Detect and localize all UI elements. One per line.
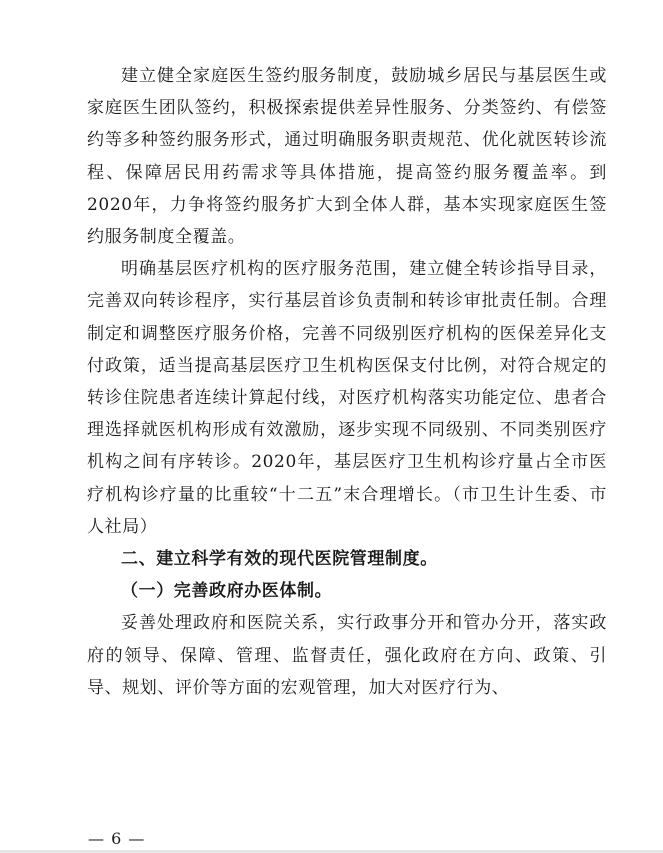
section-heading: 二、建立科学有效的现代医院管理制度。	[121, 549, 438, 570]
document-body	[87, 60, 607, 704]
subsection-heading: （一）完善政府办医体制。	[121, 581, 333, 602]
paragraph-family-doctor: 建立健全家庭医生签约服务制度，鼓励城乡居民与基层医生或家庭医生团队签约，积极探索提供差异性服务、分类签约、有偿签约等多种签约服务形式，通过明确服务职责规范、优化就医转诊流程、保障居民用药需求等具体措施，提高签约服务覆盖率。到2020年，力争将签约服务扩大到全体人群，基本实现家庭医生签约服务制度全覆盖。	[87, 66, 607, 248]
paragraph-referral: 明确基层医疗机构的医疗服务范围，建立健全转诊指导目录，完善双向转诊程序，实行基层首诊负责制和转诊审批责任制。合理制定和调整医疗服务价格，完善不同级别医疗机构的医保差异化支付政策，适当提高基层医疗卫生机构医保支付比例，对符合规定的转诊住院患者连续计算起付线，对医疗机构落实功能定位、患者合理选择就医机构形成有效激励，逐步实现不同级别、不同类别医疗机构之间有序转诊。2020年，基层医疗卫生机构诊疗量占全市医疗机构诊疗量的比重较“十二五”末合理增长。（市卫生计生委、市人社局）	[87, 259, 607, 537]
paragraph-government-hospital: 妥善处理政府和医院关系，实行政事分开和管办分开，落实政府的领导、保障、管理、监督责任，强化政府在方向、政策、引导、规划、评价等方面的宏观管理，加大对医疗行为、	[87, 613, 607, 698]
page-number: — 6 —	[88, 829, 146, 848]
